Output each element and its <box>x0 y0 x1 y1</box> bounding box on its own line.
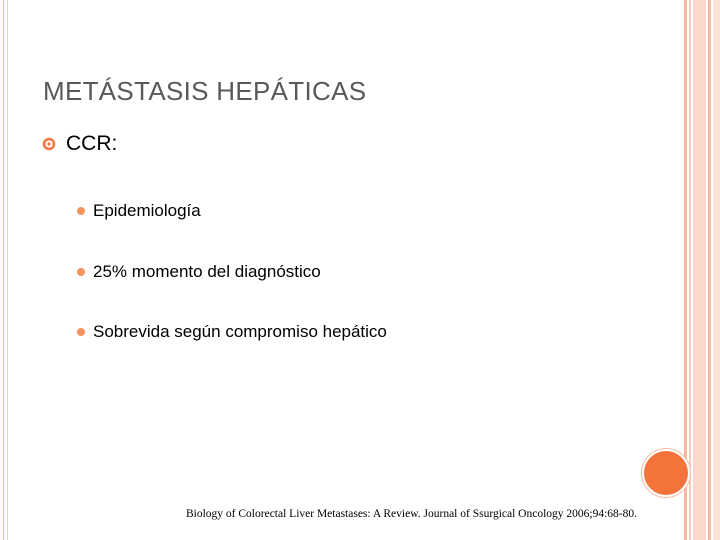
bullet-level1-label: CCR: <box>66 132 118 155</box>
reference-citation: Biology of Colorectal Liver Metastases: A Review. Journal of Ssurgical Oncology 2006;94:68-80. <box>186 508 637 520</box>
bullet-item-diagnostico <box>77 262 321 282</box>
bullet-level1 <box>42 132 117 156</box>
bullet-item-label: Sobrevida según compromiso hepático <box>93 322 387 341</box>
bullet-item-label: Epidemiología <box>93 201 201 220</box>
bullet-dot-icon <box>77 328 85 336</box>
right-decorative-stripes <box>684 0 720 540</box>
bullet-dot-icon <box>77 207 85 215</box>
bullet-item-epidemiologia <box>77 201 201 221</box>
left-frame-line-inner <box>7 0 8 540</box>
left-frame-line <box>3 0 4 540</box>
decorative-orange-circle <box>642 449 690 497</box>
slide-title: METÁSTASIS HEPÁTICAS <box>43 76 367 106</box>
bullet-dot-icon <box>77 268 85 276</box>
bullet-item-label: 25% momento del diagnóstico <box>93 262 321 281</box>
orange-ring-bullet-icon <box>42 137 56 151</box>
bullet-item-sobrevida <box>77 322 387 342</box>
